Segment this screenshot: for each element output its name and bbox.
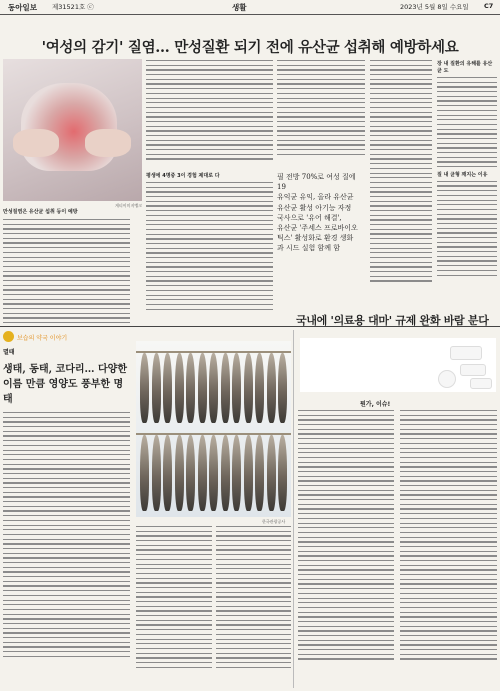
dried-fish	[221, 353, 230, 423]
article-column-4	[370, 60, 432, 305]
section-subhead: 평생에 4명중 3이 경험 제대로 다	[146, 173, 220, 179]
page-number: C7	[484, 2, 494, 10]
dried-fish	[244, 435, 253, 511]
fish-article-column-2	[136, 526, 212, 684]
dried-fish	[221, 435, 230, 511]
cannabis-article-column-2	[400, 410, 497, 684]
article-column-1	[3, 208, 130, 325]
fish-article-column-1	[3, 412, 130, 684]
pull-quote-line: 유산균 활성 아기능 자정	[277, 203, 352, 212]
dried-fish	[278, 435, 287, 511]
dried-fish	[163, 353, 172, 423]
dried-fish	[198, 435, 207, 511]
pull-quote-line: 국사으로 '유어 해결',	[277, 213, 342, 222]
section-subhead: 만성질염은 유산균 섭취 등이 예방	[3, 209, 78, 215]
abdominal-pain-photo	[3, 59, 142, 201]
pull-quote-line: 필 전방 70%로 여성 질에 19	[277, 173, 356, 192]
section-subhead: 질 내 균형 깨지는 이유	[437, 171, 488, 178]
dried-fish	[163, 435, 172, 511]
section-name: 생활	[232, 3, 247, 12]
dried-fish	[232, 435, 241, 511]
dried-fish	[198, 353, 207, 423]
dried-fish	[267, 435, 276, 511]
dried-fish	[152, 353, 161, 423]
column-category: 멸태	[3, 349, 15, 356]
dried-fish	[244, 353, 253, 423]
dried-fish	[175, 435, 184, 511]
pull-quote-line: 유산균 '주세스 프로바이오	[277, 224, 358, 233]
article-column-3	[277, 60, 365, 166]
main-headline: '여성의 감기' 질염… 만성질환 되기 전에 유산균 섭취해 예방하세요	[41, 39, 459, 56]
pull-quote-line: 유익균 유익, 올라 유산균	[277, 193, 354, 202]
pull-quote-line: 틱스' 활성화로 환경 생화	[277, 234, 354, 243]
dried-fish	[186, 435, 195, 511]
dried-fish	[152, 435, 161, 511]
dried-fish	[255, 435, 264, 511]
right-hand-shape	[85, 129, 131, 157]
dried-fish	[255, 353, 264, 423]
column-divider	[293, 330, 294, 688]
dried-fish	[278, 353, 287, 423]
pull-quote	[277, 172, 365, 254]
dried-fish	[209, 435, 218, 511]
newspaper-logo: 동아일보	[8, 3, 37, 12]
dried-fish	[140, 435, 149, 511]
sun-icon	[3, 331, 14, 342]
dried-fish	[209, 353, 218, 423]
torso-shape	[21, 83, 117, 171]
cannabis-kicker: 뭔가, 이슈!	[360, 401, 391, 408]
article-column-5	[437, 60, 497, 305]
cannabis-article-column-1	[298, 410, 394, 684]
photo-credit: 게티이미지뱅크	[115, 203, 143, 208]
dried-fish	[267, 353, 276, 423]
photo-credit: 한국관광공사	[262, 519, 286, 524]
article-column-2-top	[146, 60, 273, 170]
column-label	[3, 331, 128, 343]
section-subhead: 장 내 질환의 유해를 유산균 도	[437, 61, 493, 74]
pull-quote-line: 과 시드 실험 함께 함	[277, 244, 340, 253]
issue-number: 제31521호 ⓒ	[52, 3, 94, 11]
dried-fish	[140, 353, 149, 423]
dried-fish	[175, 353, 184, 423]
cannabis-headline: 국내에 '의료용 대마' 규제 완화 바람 분다	[296, 314, 489, 327]
masthead	[0, 0, 500, 15]
dried-fish	[186, 353, 195, 423]
left-hand-shape	[13, 129, 59, 157]
dried-fish	[232, 353, 241, 423]
dried-pollack-photo	[136, 341, 291, 517]
fish-article-column-3	[216, 526, 291, 684]
medical-cannabis-photo	[300, 338, 496, 392]
column-label-text: 보습의 약국 이야기	[17, 335, 68, 342]
fish-article-subhead: 생태, 동태, 코다리… 다양한 이름 만큼 영양도 풍부한 명태	[3, 364, 128, 405]
publication-date: 2023년 5월 8일 수요일	[400, 3, 469, 11]
